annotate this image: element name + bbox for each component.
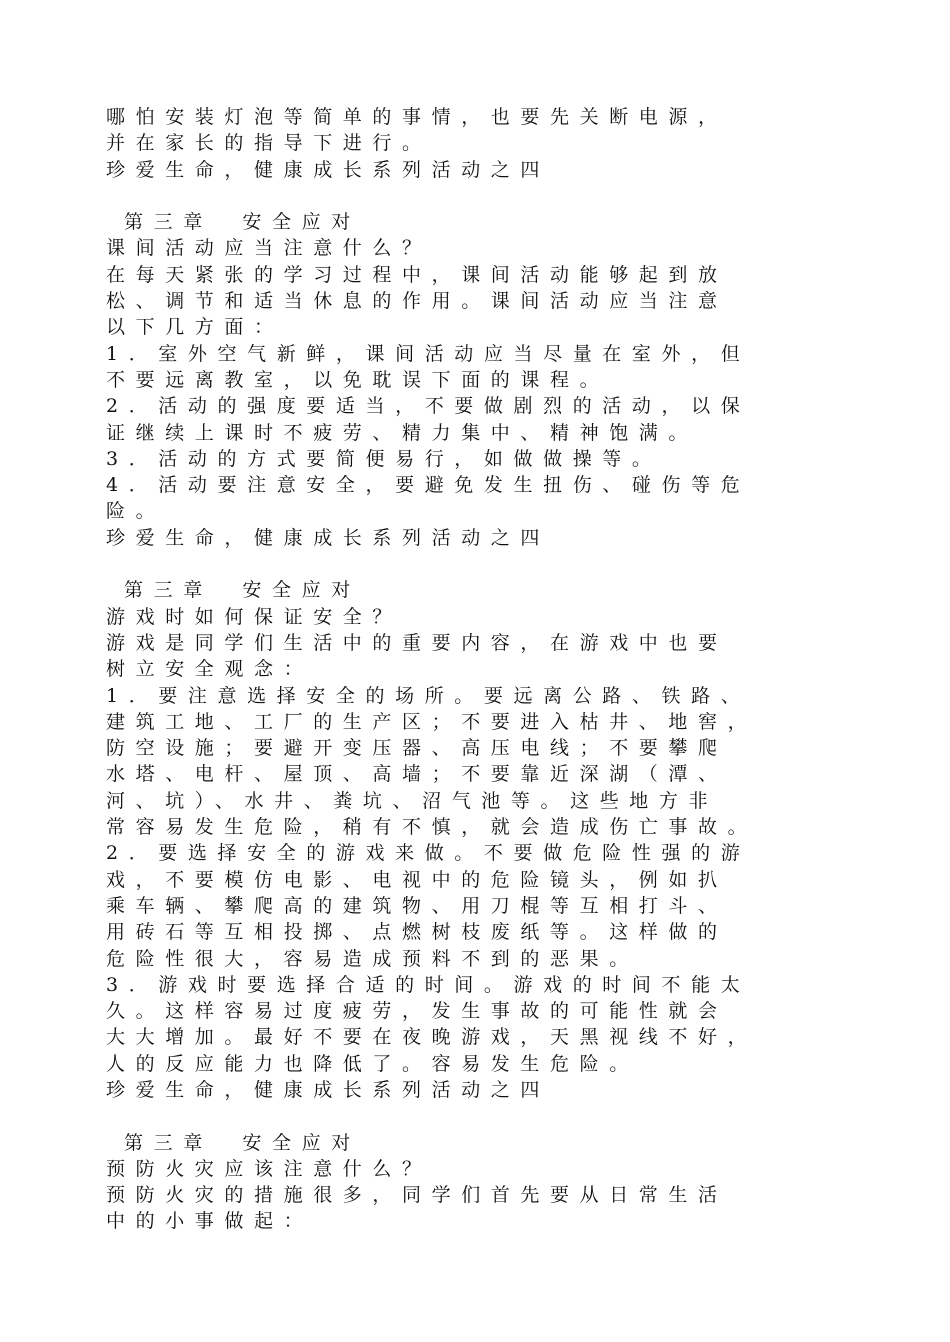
section-spacer — [106, 1103, 866, 1129]
text-line: 1．要注意选择安全的场所。要远离公路、铁路、 — [106, 684, 751, 707]
text-line: 危险性很大，容易造成预料不到的恶果。 — [106, 947, 639, 970]
text-line: 防空设施；要避开变压器、高压电线；不要攀爬 — [106, 737, 728, 760]
text-line: 珍爱生命，健康成长系列活动之四 — [106, 158, 551, 181]
text-line: 4．活动要注意安全，要避免发生扭伤、碰伤等危 — [106, 474, 751, 497]
text-line: 险。 — [106, 500, 166, 523]
text-line: 树立安全观念： — [106, 658, 314, 681]
text-line: 预防火灾应该注意什么？ — [106, 1157, 432, 1180]
text-line: 不要远离教室，以免耽误下面的课程。 — [106, 368, 610, 391]
text-line: 珍爱生命，健康成长系列活动之四 — [106, 526, 551, 549]
text-line: 2．要选择安全的游戏来做。不要做危险性强的游 — [106, 842, 751, 865]
chapter-heading: 第三章 安全应对 — [124, 579, 361, 602]
text-line: 戏，不要模仿电影、电视中的危险镜头，例如扒 — [106, 868, 728, 891]
text-line: 建筑工地、工厂的生产区；不要进入枯井、地窖， — [106, 710, 758, 733]
text-line: 并在家长的指导下进行。 — [106, 132, 432, 155]
text-line: 久。这样容易过度疲劳，发生事故的可能性就会 — [106, 1000, 728, 1023]
section-spacer — [106, 551, 866, 577]
document-text — [106, 104, 866, 1235]
text-line: 河、坑）、水井、粪坑、沼气池等。这些地方非 — [106, 789, 719, 812]
chapter-heading: 第三章 安全应对 — [124, 211, 361, 234]
text-line: 游戏是同学们生活中的重要内容，在游戏中也要 — [106, 631, 728, 654]
text-line: 游戏时如何保证安全？ — [106, 605, 403, 628]
text-line: 中的小事做起： — [106, 1210, 314, 1233]
text-line: 课间活动应当注意什么？ — [106, 237, 432, 260]
text-line: 3．活动的方式要简便易行，如做做操等。 — [106, 447, 662, 470]
text-line: 大大增加。最好不要在夜晚游戏，天黑视线不好， — [106, 1026, 758, 1049]
section-spacer — [106, 183, 866, 209]
text-line: 用砖石等互相投掷、点燃树枝废纸等。这样做的 — [106, 921, 728, 944]
chapter-heading: 第三章 安全应对 — [124, 1131, 361, 1154]
text-line: 松、调节和适当休息的作用。课间活动应当注意 — [106, 290, 728, 313]
text-line: 常容易发生危险，稍有不慎，就会造成伤亡事故。 — [106, 816, 758, 839]
text-line: 人的反应能力也降低了。容易发生危险。 — [106, 1052, 639, 1075]
text-line: 3．游戏时要选择合适的时间。游戏的时间不能太 — [106, 973, 751, 996]
text-line: 以下几方面： — [106, 316, 284, 339]
text-line: 证继续上课时不疲劳、精力集中、精神饱满。 — [106, 421, 699, 444]
text-line: 珍爱生命，健康成长系列活动之四 — [106, 1078, 551, 1101]
text-line: 1．室外空气新鲜，课间活动应当尽量在室外，但 — [106, 342, 751, 365]
text-line: 哪怕安装灯泡等简单的事情，也要先关断电源， — [106, 106, 728, 128]
text-line: 预防火灾的措施很多，同学们首先要从日常生活 — [106, 1184, 728, 1207]
text-line: 2．活动的强度要适当，不要做剧烈的活动，以保 — [106, 395, 751, 418]
text-line: 乘车辆、攀爬高的建筑物、用刀棍等互相打斗、 — [106, 894, 728, 917]
text-line: 水塔、电杆、屋顶、高墙；不要靠近深湖（潭、 — [106, 763, 728, 786]
text-line: 在每天紧张的学习过程中，课间活动能够起到放 — [106, 263, 728, 286]
